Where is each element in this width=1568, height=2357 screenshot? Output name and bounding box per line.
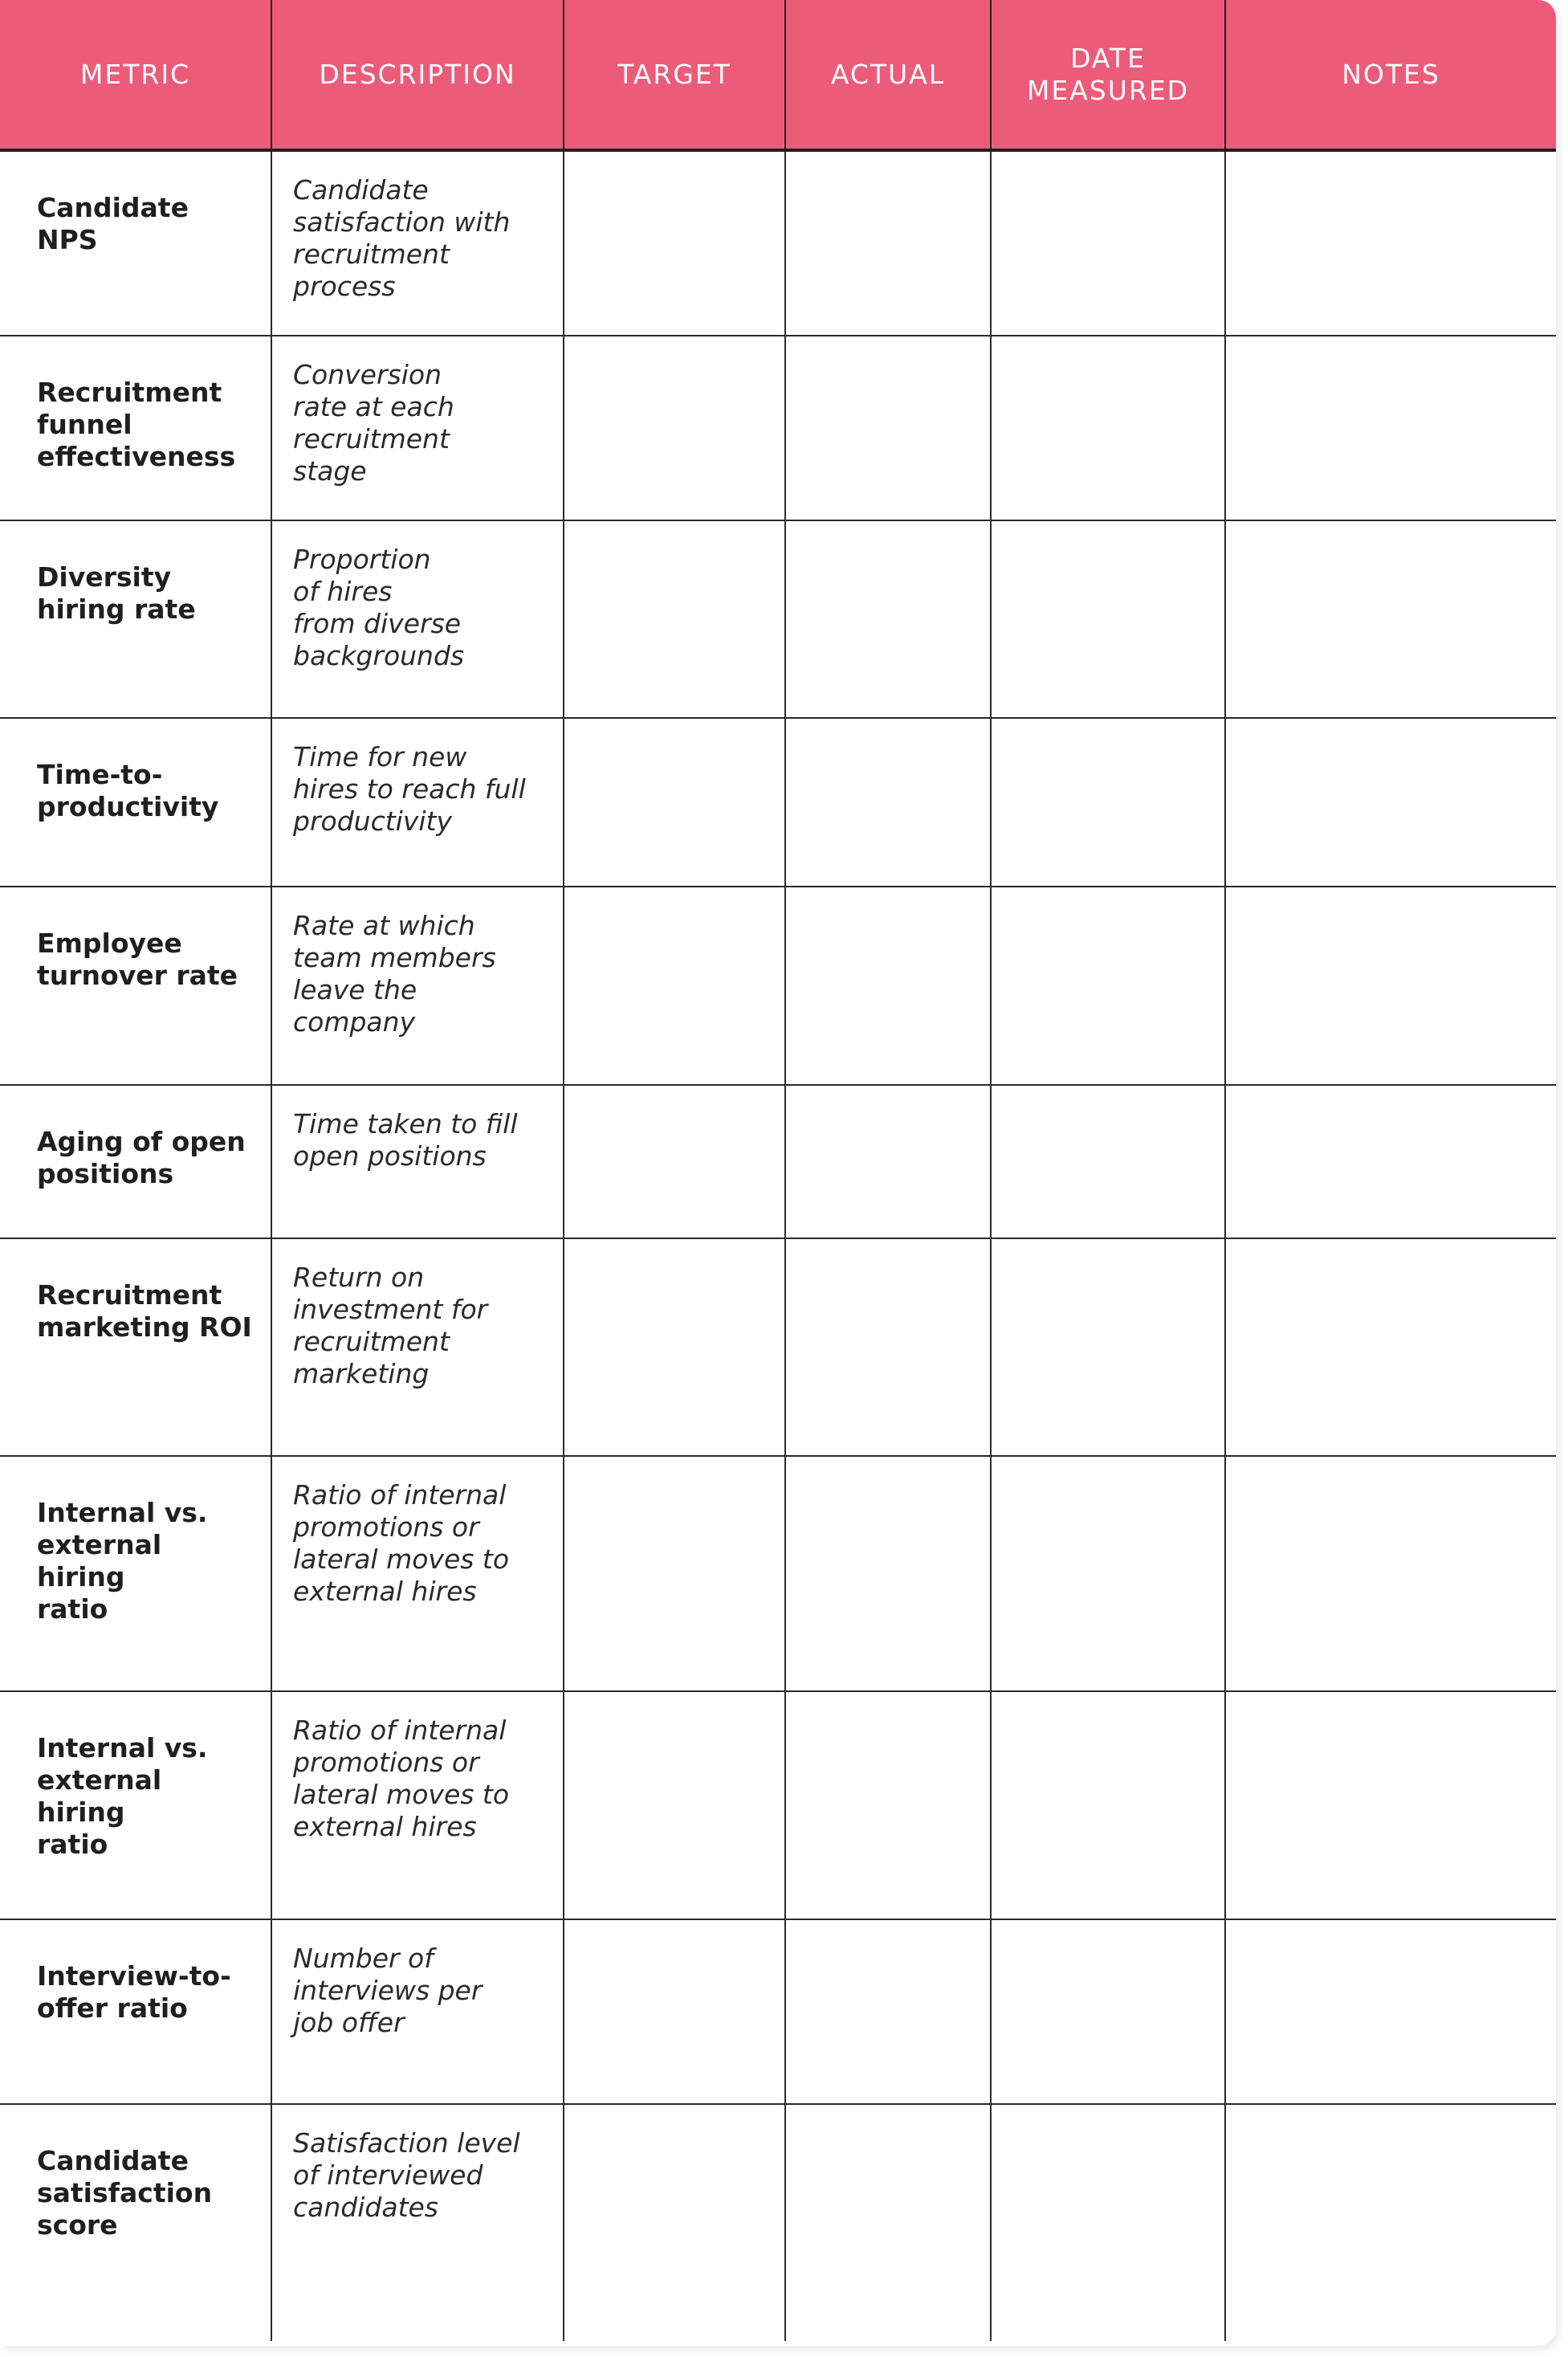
date-measured-cell[interactable] <box>991 336 1225 520</box>
actual-cell[interactable] <box>785 336 991 520</box>
date-measured-cell[interactable] <box>991 1238 1225 1456</box>
target-cell[interactable] <box>564 150 785 336</box>
table-row <box>0 1238 1556 1456</box>
notes-cell[interactable] <box>1225 1085 1556 1238</box>
header-actual: ACTUAL <box>785 0 991 150</box>
table-row <box>0 718 1556 887</box>
target-cell[interactable] <box>564 1085 785 1238</box>
header-description: DESCRIPTION <box>271 0 564 150</box>
target-cell[interactable] <box>564 1238 785 1456</box>
metric-cell: Time-to- productivity <box>0 718 271 887</box>
metric-cell: Diversity hiring rate <box>0 520 271 718</box>
notes-cell[interactable] <box>1225 336 1556 520</box>
notes-cell[interactable] <box>1225 718 1556 887</box>
actual-cell[interactable] <box>785 1919 991 2104</box>
actual-cell[interactable] <box>785 718 991 887</box>
actual-cell[interactable] <box>785 1691 991 1919</box>
date-measured-cell[interactable] <box>991 2104 1225 2341</box>
description-cell: Proportion of hires from diverse backgrounds <box>271 520 564 718</box>
date-measured-cell[interactable] <box>991 1085 1225 1238</box>
metric-cell: Internal vs. external hiring ratio <box>0 1691 271 1919</box>
notes-cell[interactable] <box>1225 2104 1556 2341</box>
metric-cell: Employee turnover rate <box>0 887 271 1085</box>
description-cell: Time for new hires to reach full productivity <box>271 718 564 887</box>
date-measured-cell[interactable] <box>991 520 1225 718</box>
metric-cell: Recruitment marketing ROI <box>0 1238 271 1456</box>
notes-cell[interactable] <box>1225 1691 1556 1919</box>
date-measured-cell[interactable] <box>991 150 1225 336</box>
metric-cell: Recruitment funnel effectiveness <box>0 336 271 520</box>
table-row <box>0 1919 1556 2104</box>
notes-cell[interactable] <box>1225 887 1556 1085</box>
actual-cell[interactable] <box>785 1238 991 1456</box>
date-measured-cell[interactable] <box>991 1691 1225 1919</box>
description-cell: Ratio of internal promotions or lateral moves to external hires <box>271 1691 564 1919</box>
description-cell: Rate at which team members leave the company <box>271 887 564 1085</box>
table-row <box>0 520 1556 718</box>
description-cell: Candidate satisfaction with recruitment process <box>271 150 564 336</box>
notes-cell[interactable] <box>1225 1456 1556 1691</box>
date-measured-cell[interactable] <box>991 887 1225 1085</box>
notes-cell[interactable] <box>1225 520 1556 718</box>
table-header-row <box>0 0 1556 150</box>
description-cell: Time taken to fill open positions <box>271 1085 564 1238</box>
target-cell[interactable] <box>564 520 785 718</box>
target-cell[interactable] <box>564 1919 785 2104</box>
notes-cell[interactable] <box>1225 1238 1556 1456</box>
description-cell: Conversion rate at each recruitment stage <box>271 336 564 520</box>
actual-cell[interactable] <box>785 520 991 718</box>
actual-cell[interactable] <box>785 887 991 1085</box>
actual-cell[interactable] <box>785 2104 991 2341</box>
table-row <box>0 2104 1556 2341</box>
metric-cell: Interview-to- offer ratio <box>0 1919 271 2104</box>
description-cell: Return on investment for recruitment marketing <box>271 1238 564 1456</box>
actual-cell[interactable] <box>785 1456 991 1691</box>
actual-cell[interactable] <box>785 150 991 336</box>
table-row <box>0 887 1556 1085</box>
table-row <box>0 1691 1556 1919</box>
table-row <box>0 336 1556 520</box>
header-metric: METRIC <box>0 0 271 150</box>
header-date-measured: DATE MEASURED <box>991 0 1225 150</box>
date-measured-cell[interactable] <box>991 718 1225 887</box>
metric-cell: Candidate satisfaction score <box>0 2104 271 2341</box>
header-notes: NOTES <box>1225 0 1556 150</box>
table-row <box>0 1085 1556 1238</box>
date-measured-cell[interactable] <box>991 1919 1225 2104</box>
metric-cell: Aging of open positions <box>0 1085 271 1238</box>
table-row <box>0 150 1556 336</box>
target-cell[interactable] <box>564 2104 785 2341</box>
target-cell[interactable] <box>564 887 785 1085</box>
header-target: TARGET <box>564 0 785 150</box>
target-cell[interactable] <box>564 336 785 520</box>
metric-cell: Candidate NPS <box>0 150 271 336</box>
metric-cell: Internal vs. external hiring ratio <box>0 1456 271 1691</box>
target-cell[interactable] <box>564 1456 785 1691</box>
target-cell[interactable] <box>564 1691 785 1919</box>
table-row <box>0 1456 1556 1691</box>
description-cell: Satisfaction level of interviewed candidates <box>271 2104 564 2341</box>
description-cell: Number of interviews per job offer <box>271 1919 564 2104</box>
date-measured-cell[interactable] <box>991 1456 1225 1691</box>
notes-cell[interactable] <box>1225 150 1556 336</box>
target-cell[interactable] <box>564 718 785 887</box>
notes-cell[interactable] <box>1225 1919 1556 2104</box>
description-cell: Ratio of internal promotions or lateral moves to external hires <box>271 1456 564 1691</box>
actual-cell[interactable] <box>785 1085 991 1238</box>
